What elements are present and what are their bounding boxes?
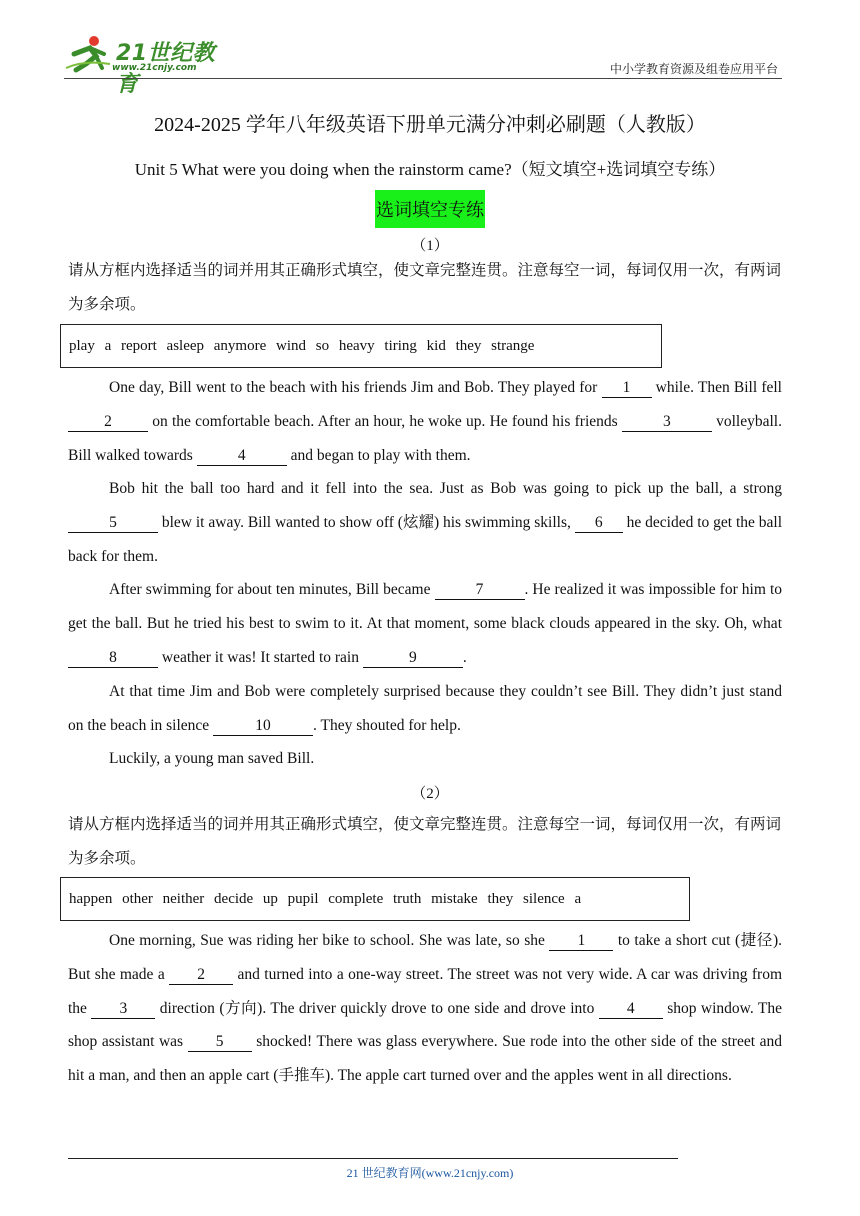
paragraph: Luckily, a young man saved Bill. (109, 750, 315, 767)
text: direction (方向). The driver quickly drove to one side and drove into (155, 999, 599, 1017)
word-box: happen other neither decide up pupil complete truth mistake they silence a (60, 877, 690, 921)
blank: 4 (197, 447, 287, 466)
text: and turned into a one-way street. The street was not very wide. A car was driving from the (68, 965, 782, 1017)
paragraph (68, 472, 782, 573)
text: . He realized it was impossible for him to get the ball. But he tried his best to swim to it. At that moment, some black clouds appeared in the sky. Oh, what (68, 581, 783, 632)
text: Bob hit the ball too hard and it fell into the sea. Just as Bob was going to pick up the ball, a strong (109, 480, 782, 497)
text: shop window. The shop assistant was (68, 999, 782, 1051)
blank: 8 (68, 649, 158, 668)
blank: 5 (68, 514, 158, 533)
text: . They shouted for help. (313, 716, 461, 734)
logo-text: 21世纪教育 (116, 41, 216, 97)
page-subtitle: Unit 5 What were you doing when the rainstorm came?（短文填空+选词填空专练） (134, 160, 726, 179)
text: shocked! There was glass everywhere. Sue rode into the other side of the street and hit a man, and then an apple cart (手推车). The apple cart turned over and the apples went in all directions. (68, 1033, 782, 1085)
text: and began to play with them. (286, 446, 471, 464)
passage-number: （1） (411, 238, 449, 254)
blank: 1 (602, 379, 652, 398)
text: . (462, 648, 467, 666)
footer-link[interactable]: 21 世纪教育网(www.21cnjy.com) (346, 1166, 514, 1180)
text: At that time Jim and Bob were completely surprised because they couldn’t see Bill. They didn’t just stand on the beach in silence (68, 683, 782, 734)
text: blew it away. Bill wanted to show off (炫耀) his swimming skills, (158, 513, 575, 531)
paragraph (68, 924, 782, 1093)
blank: 3 (622, 413, 712, 432)
word-box: play a report asleep anymore wind so heavy tiring kid they strange (60, 324, 662, 368)
blank: 10 (213, 717, 313, 736)
page-title: 2024-2025 学年八年级英语下册单元满分冲刺必刷题（人教版） (154, 114, 706, 136)
blank: 1 (549, 932, 613, 951)
text: volleyball. Bill walked towards (68, 412, 782, 464)
passage-number: （2） (411, 786, 449, 802)
text: After swimming for about ten minutes, Bill became (109, 581, 435, 598)
paragraph (68, 573, 782, 674)
section-heading-wrap (0, 190, 860, 228)
runner-logo-icon (64, 34, 114, 74)
logo (64, 34, 234, 97)
header-divider (64, 78, 782, 79)
blank: 2 (68, 413, 148, 432)
blank: 2 (169, 966, 233, 985)
text: on the comfortable beach. After an hour, he woke up. He found his friends (148, 412, 622, 430)
text: One day, Bill went to the beach with his friends Jim and Bob. They played for (109, 379, 602, 396)
blank: 6 (575, 514, 623, 533)
page-header (64, 30, 784, 97)
paragraph (68, 371, 782, 472)
footer-divider (68, 1158, 678, 1159)
platform-label: 中小学教育资源及组卷应用平台 (609, 62, 778, 76)
instruction: 请从方框内选择适当的词并用其正确形式填空，使文章完整连贯。注意每空一词，每词仅用一次，有两词为多余项。 (68, 816, 782, 867)
text: weather it was! It started to rain (158, 648, 363, 666)
section-heading: 选词填空专练 (375, 190, 485, 228)
blank: 5 (188, 1033, 252, 1052)
text: while. Then Bill fell (651, 379, 782, 396)
blank: 3 (91, 1000, 155, 1019)
text: he decided to get the ball back for them. (68, 513, 783, 565)
text: One morning, Sue was riding her bike to school. She was late, so she (109, 932, 550, 949)
logo-url: www.21cnjy.com (112, 63, 197, 73)
blank: 9 (363, 649, 463, 668)
paragraph (68, 675, 782, 743)
instruction: 请从方框内选择适当的词并用其正确形式填空，使文章完整连贯。注意每空一词，每词仅用一次，有两词为多余项。 (68, 262, 782, 313)
blank: 7 (435, 581, 525, 600)
blank: 4 (599, 1000, 663, 1019)
text: to take a short cut (捷径). But she made a (68, 932, 783, 983)
